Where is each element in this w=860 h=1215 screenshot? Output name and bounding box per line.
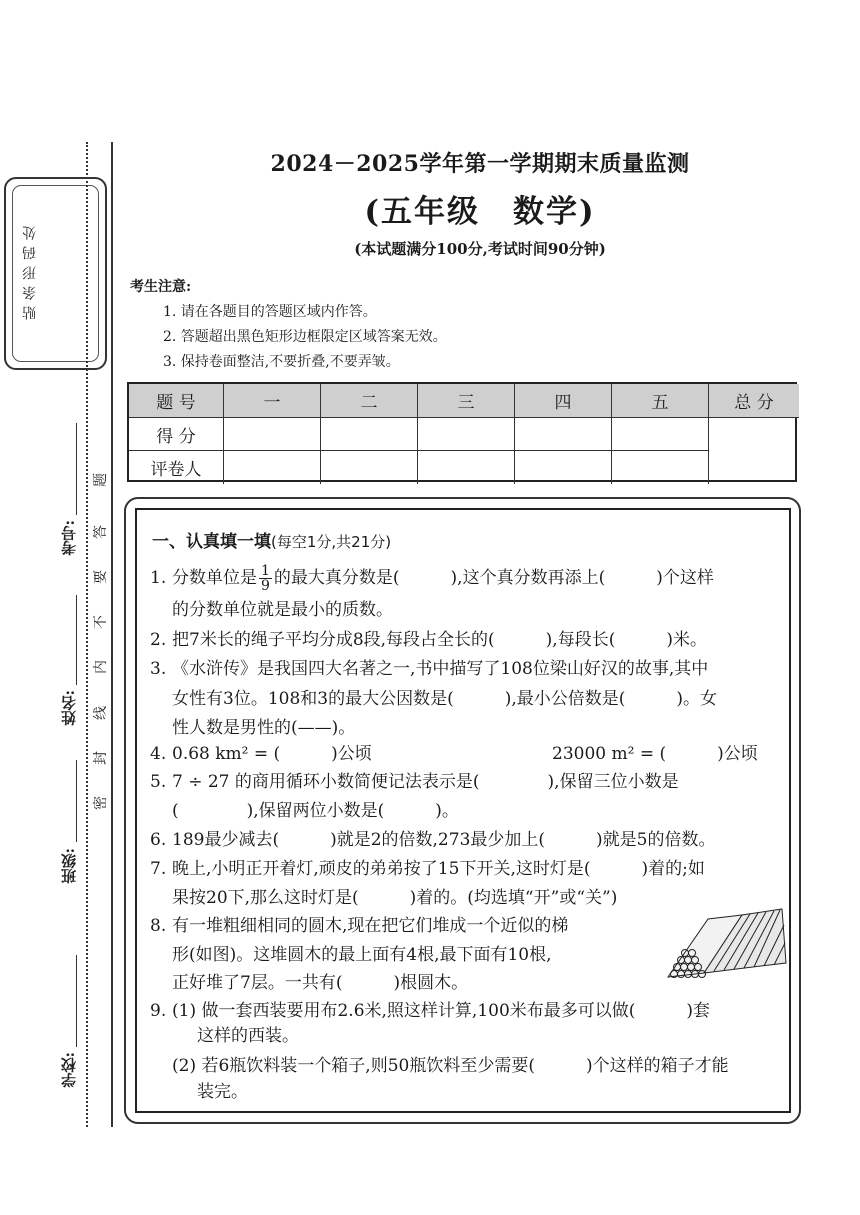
question-5: [150, 770, 679, 794]
question-3: [150, 657, 708, 681]
score-cell[interactable]: [515, 418, 612, 451]
score-header-cell: 三: [418, 384, 515, 418]
question-text: 《水浒传》是我国四大名著之一,书中描写了108位梁山好汉的故事,其中: [172, 659, 709, 679]
question-8-line2: 形(如图)。这堆圆木的最上面有4根,最下面有10根,: [172, 945, 552, 965]
score-cell[interactable]: [418, 418, 515, 451]
seal-char: 线: [93, 706, 109, 720]
class-label: 班级:: [60, 848, 78, 884]
school-field[interactable]: [76, 955, 77, 1047]
question-text: 分数单位是: [172, 568, 257, 588]
exam-title: 2024－2025学年第一学期期末质量监测: [270, 151, 690, 177]
question-2: [150, 628, 707, 652]
question-number: 5.: [150, 772, 167, 792]
name-label: 姓名:: [60, 690, 78, 726]
question-number: 1.: [150, 568, 167, 588]
score-header-cell: 总 分: [709, 384, 799, 418]
question-number: 7.: [150, 859, 167, 879]
question-text: 7 ÷ 27 的商用循环小数简便记法表示是( ),保留三位小数是: [172, 772, 679, 792]
fraction: [259, 564, 272, 593]
score-row-label: 评卷人: [129, 451, 224, 484]
question-1: [150, 564, 714, 593]
question-text: 189最少减去( )就是2的倍数,273最少加上( )就是5的倍数。: [172, 830, 716, 850]
question-4: [150, 742, 372, 766]
score-cell[interactable]: [321, 418, 418, 451]
fraction-denominator: 9: [261, 578, 270, 594]
score-cell[interactable]: [612, 418, 709, 451]
question-text: (1) 做一套西装要用布2.6米,照这样计算,100米布最多可以做( )套: [172, 1001, 711, 1021]
question-number: 8.: [150, 916, 167, 936]
log-pile-figure: [664, 905, 788, 985]
class-field[interactable]: [76, 760, 77, 842]
question-number: 9.: [150, 1001, 167, 1021]
grader-cell[interactable]: [515, 451, 612, 484]
seal-dotted-line: [86, 142, 88, 1127]
question-9-2-line2: 装完。: [197, 1082, 248, 1102]
question-text: 0.68 km² = ( )公顷: [172, 744, 372, 764]
question-3-line3: 性人数是男性的(——)。: [172, 718, 356, 738]
score-cell[interactable]: [224, 418, 321, 451]
question-number: 3.: [150, 659, 167, 679]
exam-no-label: 考号:: [60, 520, 78, 556]
grader-cell[interactable]: [224, 451, 321, 484]
question-text: 有一堆粗细相同的圆木,现在把它们堆成一个近似的梯: [172, 916, 569, 936]
barcode-label: 贴条形码处: [22, 220, 38, 320]
exam-info: (本试题满分100分,考试时间90分钟): [354, 240, 606, 258]
question-number: 6.: [150, 830, 167, 850]
score-row-label: 得 分: [129, 418, 224, 451]
question-9-2: (2) 若6瓶饮料装一个箱子,则50瓶饮料至少需要( )个这样的箱子才能: [172, 1056, 729, 1076]
question-4-part2: 23000 m² = ( )公顷: [552, 744, 758, 764]
fraction-numerator: 1: [261, 563, 270, 579]
section-title-text: 一、认真填一填: [152, 532, 271, 552]
question-text: 把7米长的绳子平均分成8段,每段占全长的( ),每段长( )米。: [172, 630, 707, 650]
seal-solid-line: [111, 142, 113, 1127]
question-9: [150, 999, 710, 1023]
score-header-cell: 题 号: [129, 384, 224, 418]
notice-item: 2. 答题超出黑色矩形边框限定区域答案无效。: [163, 329, 447, 345]
score-header-cell: 二: [321, 384, 418, 418]
exam-subtitle: (五年级 数学): [364, 194, 596, 230]
seal-char: 不: [93, 615, 109, 629]
question-8-line3: 正好堆了7层。一共有( )根圆木。: [172, 973, 469, 993]
section-note: (每空1分,共21分): [271, 533, 392, 551]
grader-cell[interactable]: [612, 451, 709, 484]
question-number: 2.: [150, 630, 167, 650]
notice-item: 3. 保持卷面整洁,不要折叠,不要弄皱。: [163, 354, 400, 370]
question-text: 的最大真分数是( ),这个真分数再添上( )个这样: [273, 568, 714, 588]
seal-char: 要: [93, 570, 109, 584]
seal-char: 密: [93, 796, 109, 810]
seal-char: 封: [93, 751, 109, 765]
question-5-line2: ( ),保留两位小数是( )。: [172, 801, 459, 821]
name-field[interactable]: [76, 595, 77, 685]
question-text: 晚上,小明正开着灯,顽皮的弟弟按了15下开关,这时灯是( )着的;如: [172, 859, 705, 879]
question-number: 4.: [150, 744, 167, 764]
question-8: [150, 914, 568, 938]
question-3-line2: 女性有3位。108和3的最大公因数是( ),最小公倍数是( )。女: [172, 689, 718, 709]
question-9-1-line2: 这样的西装。: [197, 1026, 299, 1046]
notice-heading: 考生注意:: [130, 279, 192, 295]
question-7: [150, 857, 705, 881]
grader-cell[interactable]: [321, 451, 418, 484]
seal-char: 内: [93, 660, 109, 674]
seal-char: 题: [93, 473, 109, 487]
grader-cell[interactable]: [418, 451, 515, 484]
score-header-cell: 一: [224, 384, 321, 418]
score-header-cell: 四: [515, 384, 612, 418]
question-1-line2: 的分数单位就是最小的质数。: [172, 600, 393, 620]
school-label: 学校:: [60, 1052, 78, 1088]
question-6: [150, 828, 715, 852]
section-title: [152, 527, 391, 552]
notice-item: 1. 请在各题目的答题区域内作答。: [163, 304, 377, 320]
score-table: [127, 382, 797, 482]
exam-no-field[interactable]: [76, 423, 77, 515]
seal-char: 答: [93, 525, 109, 539]
total-score-cell[interactable]: [709, 418, 799, 484]
score-header-cell: 五: [612, 384, 709, 418]
question-7-line2: 果按20下,那么这时灯是( )着的。(均选填“开”或“关”): [172, 888, 618, 908]
